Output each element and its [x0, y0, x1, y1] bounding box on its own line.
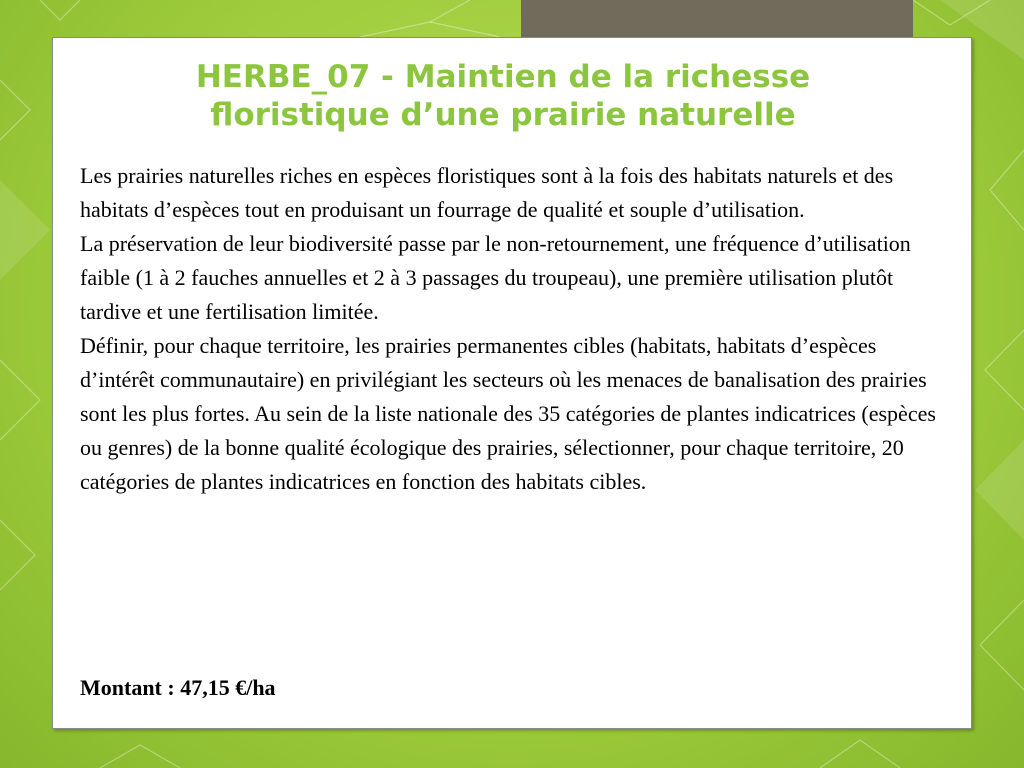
paragraph-1: Les prairies naturelles riches en espèces floristiques sont à la fois des habitats naturels et des habitats d’espèces tout en produisant un fourrage de qualité et souple d’utilisation.: [80, 163, 894, 222]
title-line-2: floristique d’une prairie naturelle: [210, 97, 796, 133]
top-accent-bar: [521, 0, 913, 37]
paragraph-2: La préservation de leur biodiversité passe par le non-retournement, une fréquence d’utilisation faible (1 à 2 fauches annuelles et 2 à 3 passages du troupeau), une première utilisation plutôt tardive et une fertilisation limitée.: [80, 231, 911, 324]
body-text: [80, 159, 940, 499]
content-panel: [52, 37, 972, 729]
slide-title: [113, 58, 893, 134]
title-line-1: HERBE_07 - Maintien de la richesse: [195, 59, 811, 95]
amount-text: Montant : 47,15 €/ha: [80, 675, 276, 700]
paragraph-3: Définir, pour chaque territoire, les prairies permanentes cibles (habitats, habitats d’espèces d’intérêt communautaire) en privilégiant les secteurs où les menaces de banalisation des prairies sont les plus fortes. Au sein de la liste nationale des 35 catégories de plantes indicatrices (espèces ou genres) de la bonne qualité écologique des prairies, sélectionner, pour chaque territoire, 20 catégories de plantes indicatrices en fonction des habitats cibles.: [80, 333, 936, 494]
